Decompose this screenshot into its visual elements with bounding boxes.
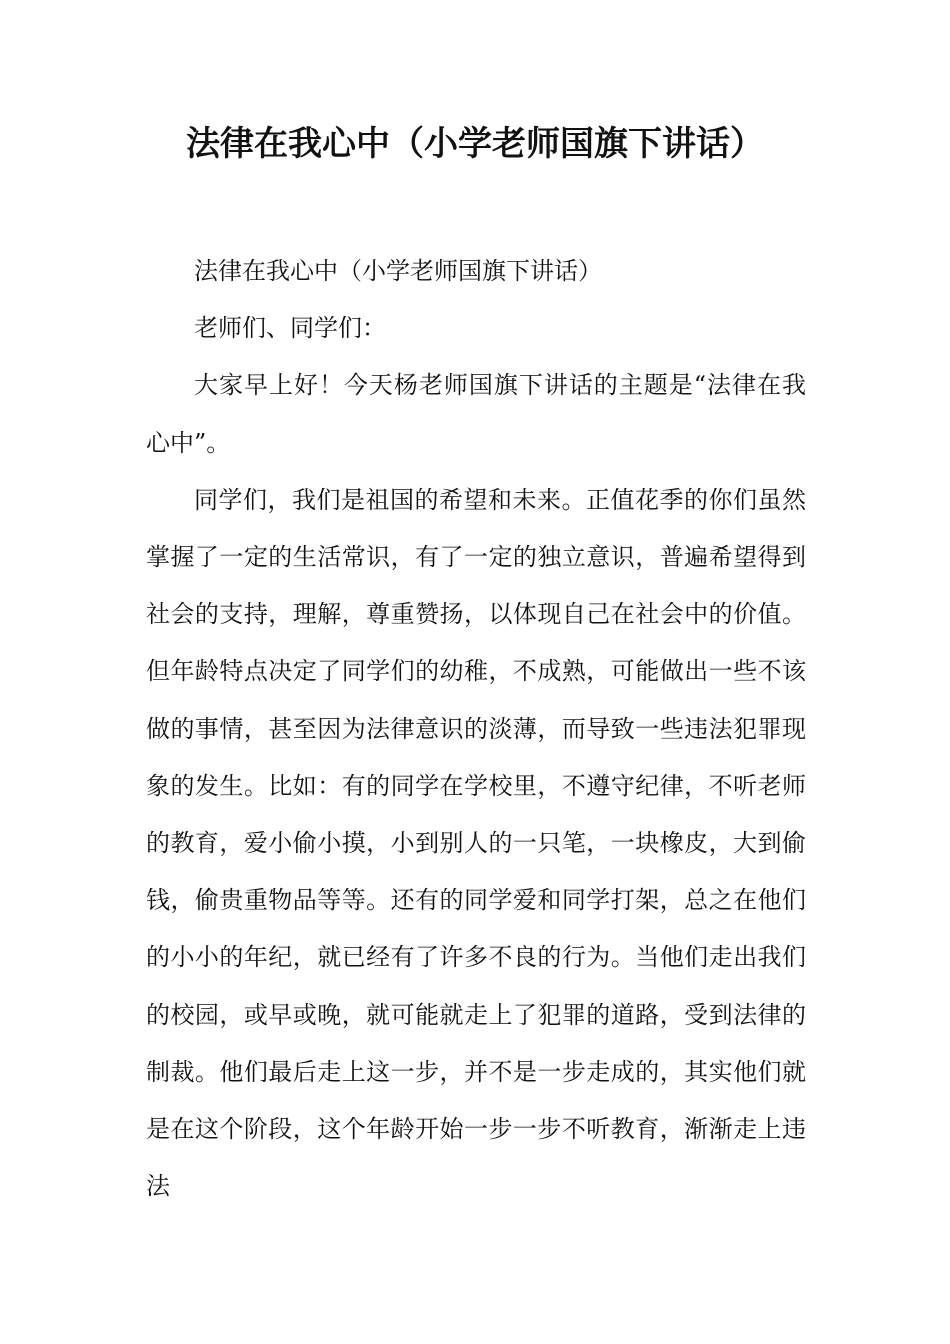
paragraph-intro: 大家早上好！今天杨老师国旗下讲话的主题是“法律在我心中”。 bbox=[146, 371, 806, 457]
paragraph-subtitle: 法律在我心中（小学老师国旗下讲话） bbox=[194, 257, 602, 285]
document-body bbox=[146, 243, 806, 1215]
paragraph-greeting: 老师们、同学们： bbox=[194, 314, 386, 343]
document-title: 法律在我心中（小学老师国旗下讲话） bbox=[186, 124, 764, 164]
paragraph-main: 同学们，我们是祖国的希望和未来。正值花季的你们虽然掌握了一定的生活常识，有了一定的独立意识，普遍希望得到社会的支持，理解，尊重赞扬，以体现自己在社会中的价值。但年龄特点决定了同学们的幼稚，不成熟，可能做出一些不该做的事情，甚至因为法律意识的淡薄，而导致一些违法犯罪现象的发生。比如：有的同学在学校里，不遵守纪律，不听老师的教育，爱小偷小摸，小到别人的一只笔，一块橡皮，大到偷钱，偷贵重物品等等。还有的同学爱和同学打架，总之在他们的小小的年纪，就已经有了许多不良的行为。当他们走出我们的校园，或早或晚，就可能就走上了犯罪的道路，受到法律的制裁。他们最后走上这一步，并不是一步走成的，其实他们就是在这个阶段，这个年龄开始一步一步不听教育，渐渐走上违法 bbox=[146, 485, 806, 1201]
